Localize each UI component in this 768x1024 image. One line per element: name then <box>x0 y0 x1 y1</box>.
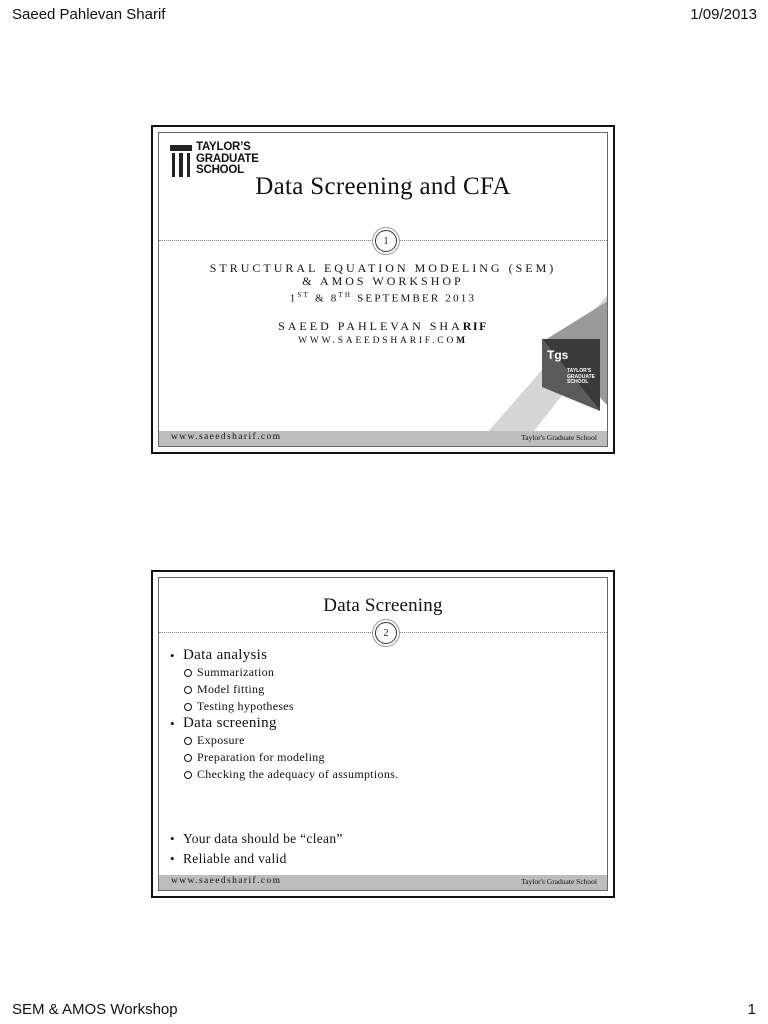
slide-2-bottom-list <box>169 830 343 867</box>
slide-2-footer <box>159 875 607 890</box>
sub-bullet-preparation: Preparation for modeling <box>169 749 398 766</box>
tgs-badge-title: Tgs <box>547 348 569 362</box>
sub-bullet-exposure: Exposure <box>169 732 398 749</box>
footer-website: www.saeedsharif.com <box>171 432 282 442</box>
presenter-website: WWW.SAEEDSHARIF.COM <box>298 336 468 346</box>
logo-line-3: SCHOOL <box>196 164 244 176</box>
slide-2-number: 2 <box>375 622 397 644</box>
slide-2-title: Data Screening <box>323 595 443 616</box>
slide-1-title: Data Screening and CFA <box>255 173 511 200</box>
slide-2-bullet-list <box>169 647 398 783</box>
slide-2 <box>151 570 615 898</box>
page-footer-title: SEM & AMOS Workshop <box>12 1001 178 1018</box>
slide-1-footer <box>159 431 607 446</box>
workshop-date: 1ST & 8TH SEPTEMBER 2013 <box>289 291 477 305</box>
page-number: 1 <box>747 1001 756 1018</box>
subtitle-line-1: STRUCTURAL EQUATION MODELING (SEM) <box>209 261 557 275</box>
sub-bullet-assumptions: Checking the adequacy of assumptions. <box>169 766 398 783</box>
presenter-name: SAEED PAHLEVAN SHARIF <box>278 319 488 333</box>
subtitle-line-2: & AMOS WORKSHOP <box>302 274 464 288</box>
slide-2-content <box>158 577 608 891</box>
footer-school: Taylor's Graduate School <box>521 433 597 442</box>
page-date: 1/09/2013 <box>690 6 757 23</box>
bullet-clean-data: • Your data should be “clean” <box>169 830 343 847</box>
slide-1-number: 1 <box>375 230 397 252</box>
bullet-reliable-valid: • Reliable and valid <box>169 850 343 867</box>
footer-school: Taylor's Graduate School <box>521 877 597 886</box>
sub-bullet-model-fitting: Model fitting <box>169 681 398 698</box>
logo-line-2: GRADUATE <box>196 152 259 165</box>
tgs-badge-text: TAYLOR'S GRADUATE SCHOOL <box>567 368 595 385</box>
slide-1 <box>151 125 615 454</box>
bullet-data-screening: • Data screening <box>169 715 398 732</box>
sub-bullet-summarization: Summarization <box>169 664 398 681</box>
slide-1-subtitle <box>159 262 607 306</box>
sub-bullet-testing-hypotheses: Testing hypotheses <box>169 698 398 715</box>
footer-website: www.saeedsharif.com <box>171 876 282 886</box>
bullet-data-analysis: • Data analysis <box>169 647 398 664</box>
slide-1-content <box>158 132 608 447</box>
logo-line-1: TAYLOR’S <box>196 141 251 153</box>
page-author: Saeed Pahlevan Sharif <box>12 6 166 23</box>
tgs-badge <box>542 339 598 409</box>
